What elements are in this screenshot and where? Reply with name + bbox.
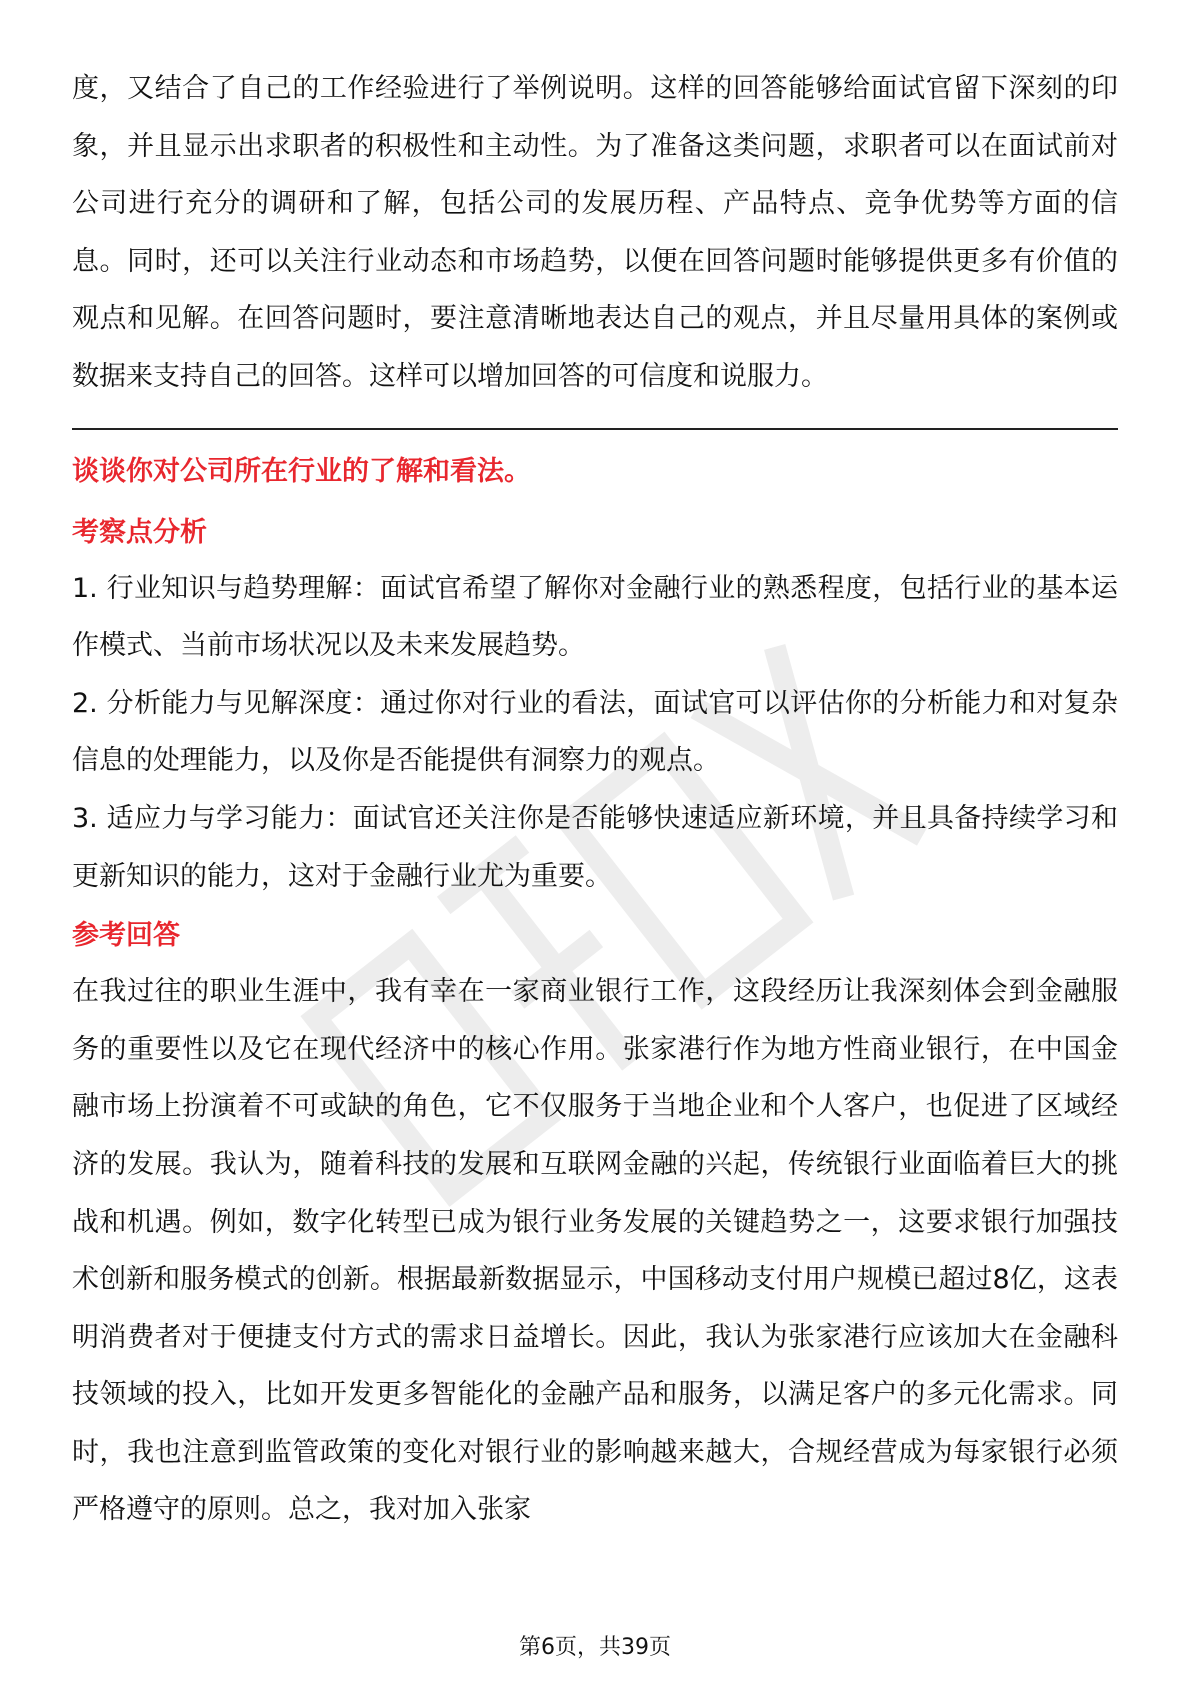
analysis-item-3: 3. 适应力与学习能力：面试官还关注你是否能够快速适应新环境，并且具备持续学习和更新知识的能力，这对于金融行业尤为重要。 — [72, 802, 1118, 892]
reference-answer: 在我过往的职业生涯中，我有幸在一家商业银行工作，这段经历让我深刻体会到金融服务的重要性以及它在现代经济中的核心作用。张家港行作为地方性商业银行，在中国金融市场上扮演着不可或缺的角色，它不仅服务于当地企业和个人客户，也促进了区域经济的发展。我认为，随着科技的发展和互联网金融的兴起，传统银行业面临着巨大的挑战和机遇。例如，数字化转型已成为银行业务发展的关键趋势之一，这要求银行加强技术创新和服务模式的创新。根据最新数据显示，中国移动支付用户规模已超过8亿，这表明消费者对于便捷支付方式的需求日益增长。因此，我认为张家港行应该加大在金融科技领域的投入，比如开发更多智能化的金融产品和服务，以满足客户的多元化需求。同时，我也注意到监管政策的变化对银行业的影响越来越大，合规经营成为每家银行必须严格遵守的原则。总之，我对加入张家 — [72, 976, 1118, 1526]
analysis-item-2: 2. 分析能力与见解深度：通过你对行业的看法，面试官可以评估你的分析能力和对复杂信息的处理能力，以及你是否能提供有洞察力的观点。 — [72, 687, 1118, 777]
page-number: 第6页，共39页 — [519, 1635, 671, 1660]
analysis-list — [72, 560, 1118, 906]
reference-heading: 参考回答 — [72, 920, 180, 952]
document-page — [72, 60, 1118, 1539]
intro-paragraph: 度，又结合了自己的工作经验进行了举例说明。这样的回答能够给面试官留下深刻的印象，并且显示出求职者的积极性和主动性。为了准备这类问题，求职者可以在面试前对公司进行充分的调研和了解，包括公司的发展历程、产品特点、竞争优势等方面的信息。同时，还可以关注行业动态和市场趋势，以便在回答问题时能够提供更多有价值的观点和见解。在回答问题时，要注意清晰地表达自己的观点，并且尽量用具体的案例或数据来支持自己的回答。这样可以增加回答的可信度和说服力。 — [72, 73, 1118, 392]
analysis-item-1: 1. 行业知识与趋势理解：面试官希望了解你对金融行业的熟悉程度，包括行业的基本运作模式、当前市场状况以及未来发展趋势。 — [72, 572, 1118, 662]
section-divider — [72, 428, 1118, 430]
analysis-heading: 考察点分析 — [72, 516, 207, 548]
question-title: 谈谈你对公司所在行业的了解和看法。 — [72, 455, 531, 487]
